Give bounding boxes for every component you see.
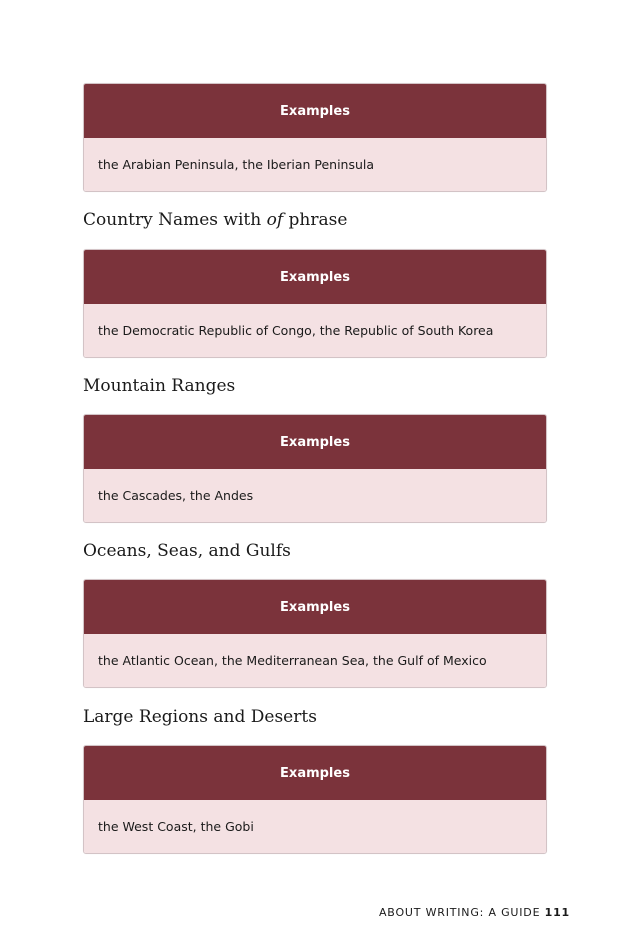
example-box-country-names bbox=[83, 249, 547, 358]
example-box-regions-deserts bbox=[83, 745, 547, 854]
example-box-peninsulas bbox=[83, 83, 547, 192]
example-box-header: Examples bbox=[84, 415, 546, 469]
example-box-body: the West Coast, the Gobi bbox=[84, 800, 546, 853]
example-box-body: the Democratic Republic of Congo, the Republic of South Korea bbox=[84, 304, 546, 357]
example-box-oceans-seas-gulfs bbox=[83, 579, 547, 688]
running-title: ABOUT WRITING: A GUIDE bbox=[378, 906, 541, 919]
page-number: 111 bbox=[544, 906, 570, 919]
heading-italic-word: of bbox=[266, 210, 284, 230]
page-footer bbox=[379, 906, 570, 919]
section-heading-country-names bbox=[83, 210, 347, 230]
section-heading-mountain-ranges: Mountain Ranges bbox=[83, 376, 236, 396]
heading-text-start: Country Names with bbox=[83, 210, 267, 230]
example-box-body: the Cascades, the Andes bbox=[84, 469, 546, 522]
example-box-header: Examples bbox=[84, 84, 546, 138]
section-heading-oceans-seas-gulfs: Oceans, Seas, and Gulfs bbox=[83, 541, 291, 561]
example-box-header: Examples bbox=[84, 746, 546, 800]
example-box-header: Examples bbox=[84, 250, 546, 304]
example-box-body: the Atlantic Ocean, the Mediterranean Sea, the Gulf of Mexico bbox=[84, 634, 546, 687]
section-heading-regions-deserts: Large Regions and Deserts bbox=[83, 707, 317, 727]
example-box-body: the Arabian Peninsula, the Iberian Peninsula bbox=[84, 138, 546, 191]
example-box-header: Examples bbox=[84, 580, 546, 634]
example-box-mountain-ranges bbox=[83, 414, 547, 523]
heading-text-end: phrase bbox=[283, 210, 348, 230]
